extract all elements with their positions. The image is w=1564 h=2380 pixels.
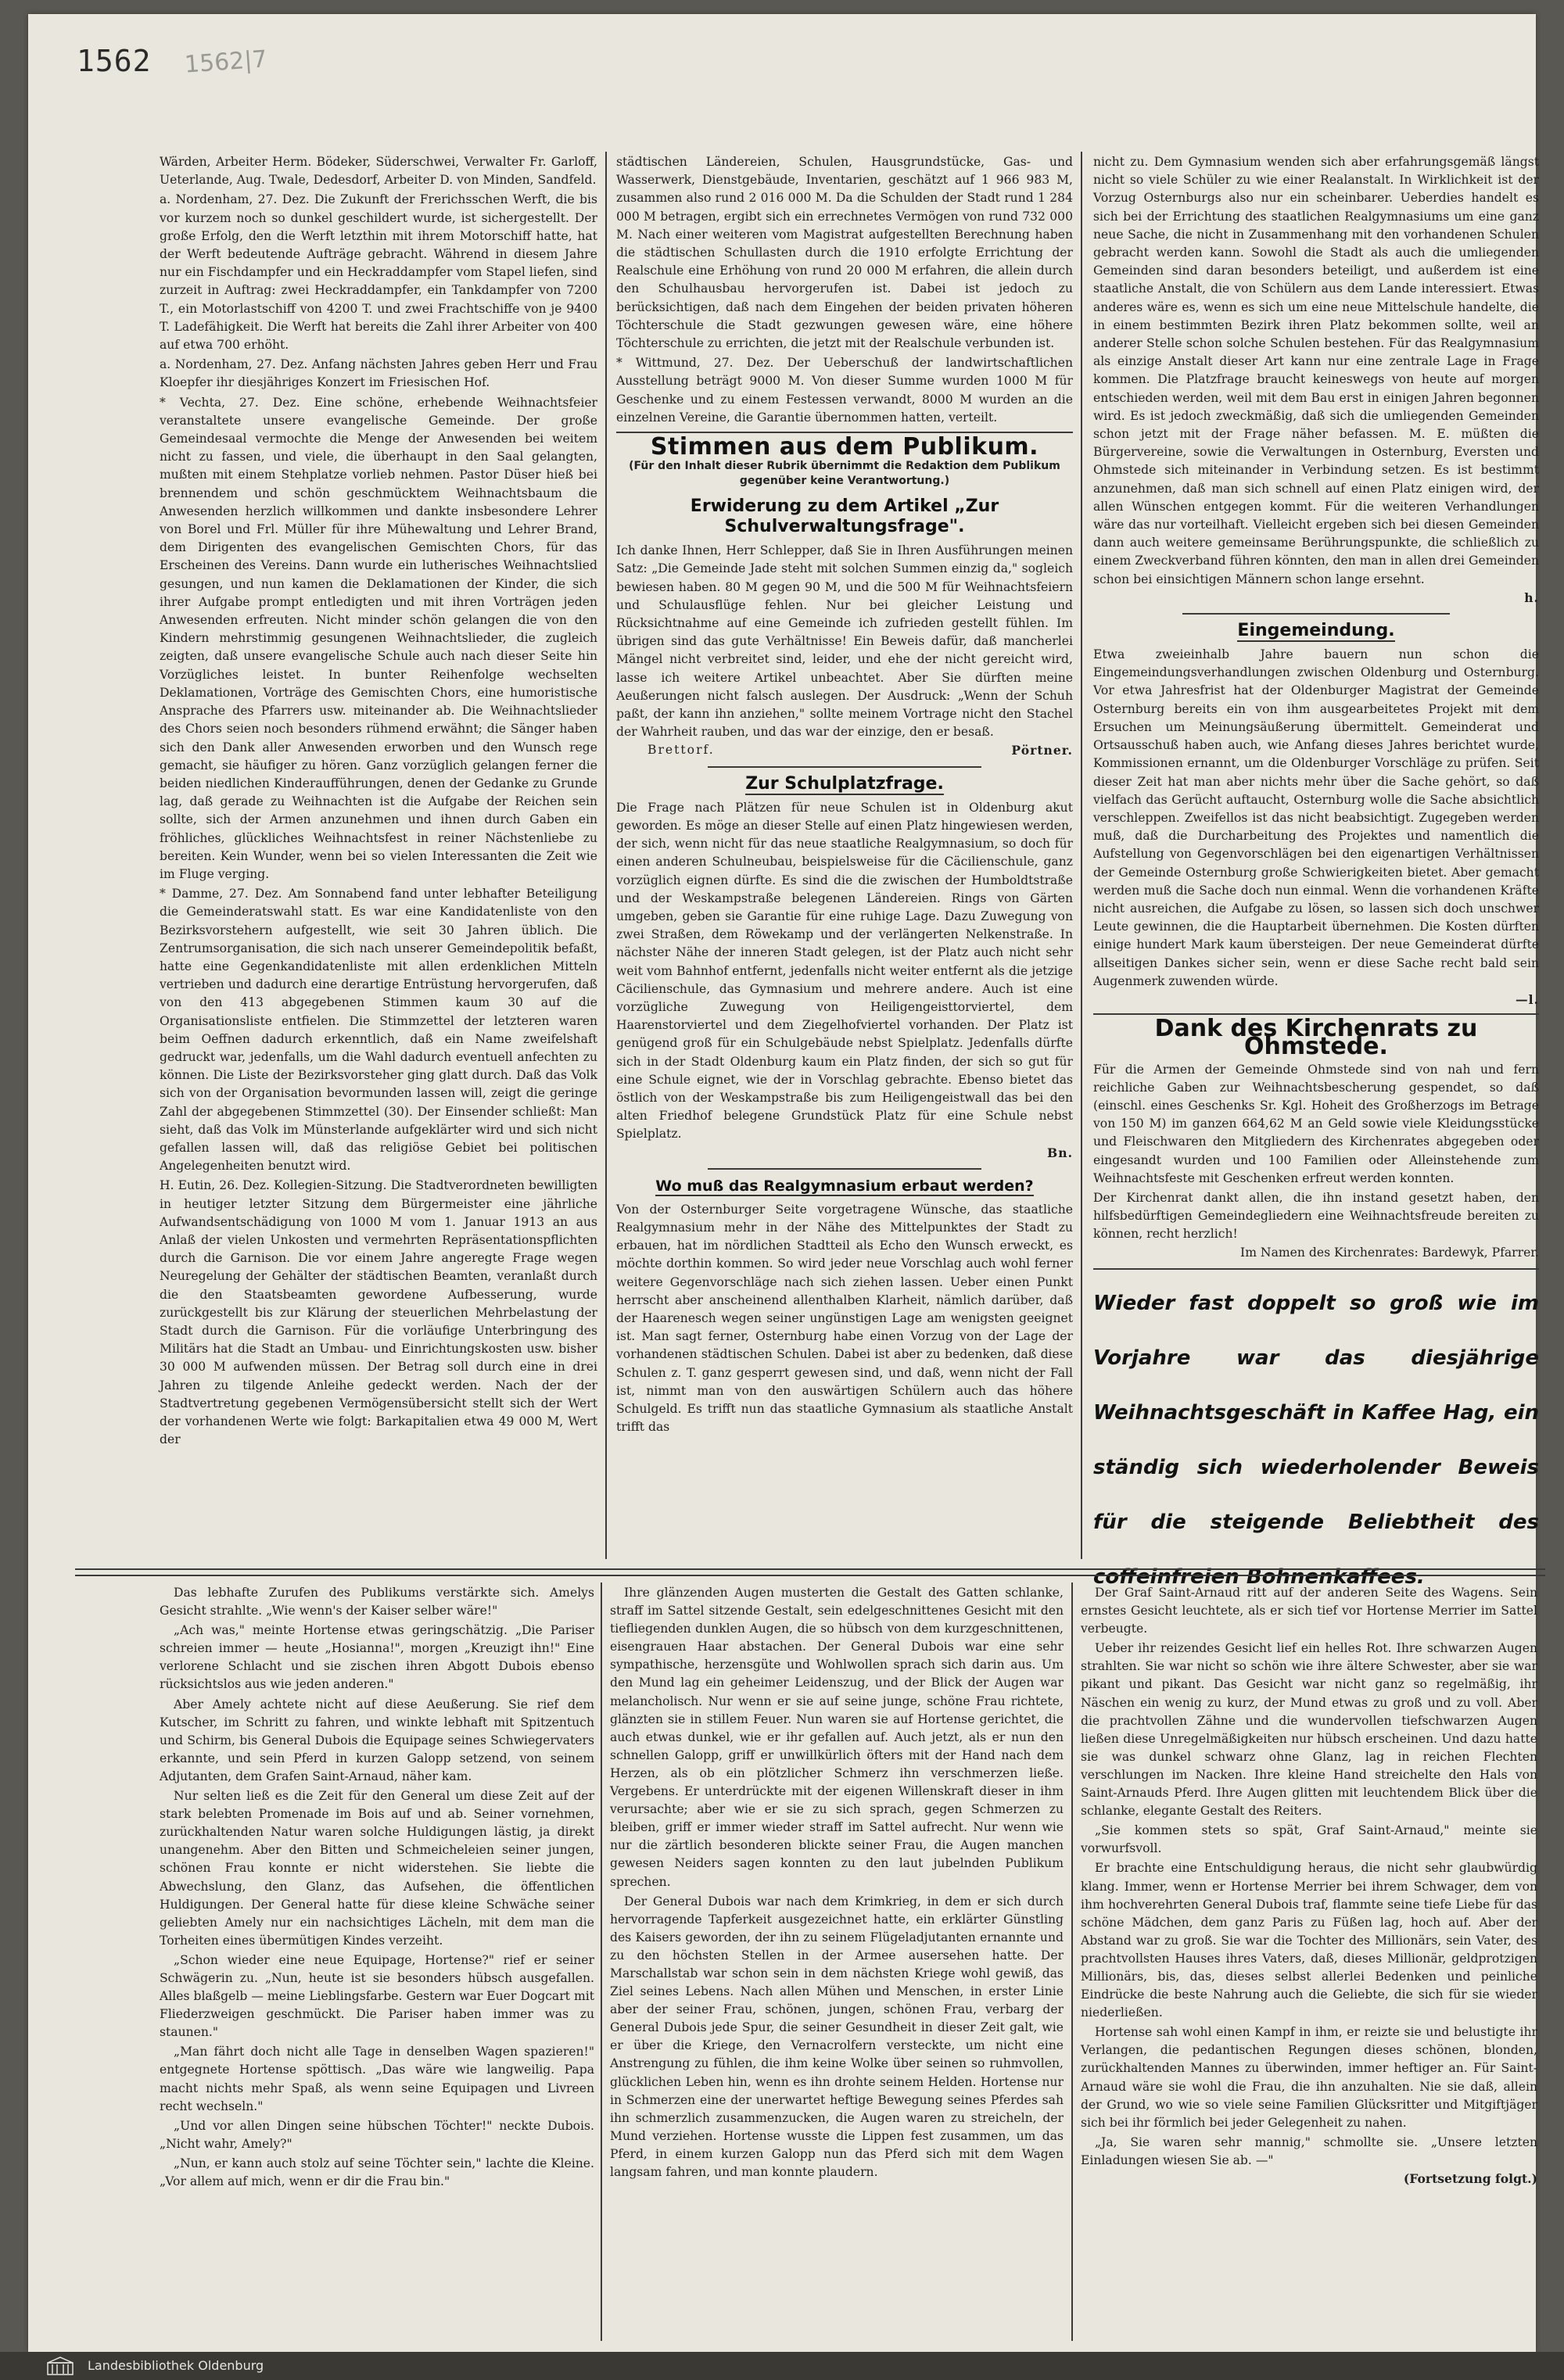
library-building-icon — [47, 2357, 74, 2375]
article-body: Von der Osternburger Seite vorgetragene Wünsche, das staatliche Realgymnasium mehr in der Nähe des Mittelpunktes der Stadt zu erbauen, hat im nördlichen Stadtteil als Echo den Wunsch erweckt, es möchte dorthin kommen. So wird jeder neue Vorschlag auch wohl ferner weitere Gegenvorschläge nach sich ziehen lassen. Ueber einen Punkt herrscht aber anscheinend allenthalben Klarheit, nämlich darüber, daß der Haarenesch wegen seiner ungünstigen Lage am wenigsten geeignet ist. Man sagt ferner, Osternburg habe einen Vorzug von der Lage der vorhandenen städtischen Schulen. Dabei ist aber zu bedenken, daß diese Schulen z. T. ganz gesperrt gewesen sind, und daß, wenn nicht der Fall ist, nimmt man von den auswärtigen Schülern auch das höhere Schulgeld. Es trifft nun das staatliche Gymnasium als staatliche Anstalt trifft das — [616, 1202, 1073, 1435]
article-title: Eingemeindung. — [1237, 621, 1395, 641]
story-paragraph: Hortense sah wohl einen Kampf in ihm, er reizte sie und belustigte ihr Verlangen, die pedantischen Regungen dieses schönen, blonden, zurückhaltenden Mannes zu überwinden, immer heftiger an. Für Saint-Arnaud wäre sie wohl die Frau, die ihn anzuhalten. Nie sie daß, allein der Grund, wo wie so viele seine Familien Glücksritter und Mitgiftjäger sich bei ihr förmlich bei jeder Gelegenheit zu nahen. — [1081, 2025, 1537, 2130]
article-body: Ich danke Ihnen, Herr Schlepper, daß Sie in Ihren Ausführungen meinen Satz: „Die Gemeinde Jade steht mit solchen Summen einzig da," sogleich bewiesen haben. 80 M gegen 90 M, und die 500 M für Weihnachtsfeiern und Schulausflüge fehlen. Nur bei gleicher Leistung und Rücksichtnahme auf eine Gemeinde ich zufrieden gestellt fühlen. Im übrigen sind das gute Verhältnisse! Ein Beweis dafür, daß mancherlei Mängel nicht verbreitet sind, leider, und ehe der nicht gereicht wird, lasse ich weitere Artikel unbeachtet. Aber Sie dürften meine Aeußerungen nicht falsch auslegen. Der Ausdruck: „Wenn der Schuh paßt, der kann ihn anziehen," sollte meinem Vortrage nicht den Stachel der Wahrheit rauben, und das war der einzige, den er besaß. — [616, 543, 1073, 740]
story-paragraph: „Sie kommen stets so spät, Graf Saint-Arnaud," meinte sie vorwurfsvoll. — [1081, 1823, 1537, 1856]
library-footer-bar — [0, 2352, 1564, 2380]
story-paragraph: „Ach was," meinte Hortense etwas geringschätzig. „Die Pariser schreien immer — heute „Hosianna!", morgen „Kreuzigt ihn!" Eine verlorene Schlacht und sie zischen ihren Abgott Dubois ebenso rücksichtslos aus wie jeden anderen." — [160, 1623, 594, 1692]
library-name: Landesbibliothek Oldenburg — [88, 2358, 264, 2373]
notice-body: Der Kirchenrat dankt allen, die ihn instand gesetzt haben, den hilfsbedürftigen Gemeindegliedern eine Weihnachtsfreude bereiten zu können, recht herzlich! — [1093, 1190, 1539, 1242]
story-paragraph: „Man fährt doch nicht alle Tage in denselben Wagen spazieren!" entgegnete Hortense spöttisch. „Das wäre wie langweilig. Papa macht nichts mehr Spaß, als wenn seine Equipagen und Livreen recht wechseln." — [160, 2045, 594, 2113]
article-title: Zur Schulplatzfrage. — [745, 773, 944, 794]
article-paragraph: städtischen Ländereien, Schulen, Hausgrundstücke, Gas- und Wasserwerk, Dienstgebäude, Inventarien, geschätzt auf 1 966 983 M, zusammen also rund 2 016 000 M. Da die Schulden der Stadt rund 1 284 000 M betragen, ergibt sich ein errechnetes Vermögen von rund 732 000 M. Nach einer weiteren vom Magistrat aufgestellten Berechnung haben die städtischen Schullasten durch die 1910 erfolgte Errichtung der Realschule eine Erhöhung von rund 20 000 M erfahren, die allein durch den Schulhausbau hervorgerufen ist. Dabei ist jedoch zu berücksichtigen, daß nach dem Eingehen der beiden privaten höheren Töchterschule die Stadt gezwungen gewesen wäre, eine höhere Töchterschule zu errichten, die jetzt mit der Realschule verbunden ist. — [616, 155, 1073, 351]
article-author: Bn. — [1047, 1145, 1073, 1160]
column-divider — [1081, 152, 1082, 1559]
page-number: 1562 — [77, 44, 152, 78]
story-paragraph: Aber Amely achtete nicht auf diese Aeußerung. Sie rief dem Kutscher, im Schritt zu fahren, und winkte lebhaft mit Spitzentuch und Schirm, bis General Dubois die Equipage seines Schwiegervaters erkannte, und sein Pferd in kurzen Galopp setzend, von seinem Adjutanten, dem Grafen Saint-Arnaud, näher kam. — [160, 1697, 594, 1783]
article-paragraph: * Wittmund, 27. Dez. Der Ueberschuß der landwirtschaftlichen Ausstellung beträgt 9000 M. Von dieser Summe wurden 1000 M für Geschenke und zu einem Festessen verwandt, 8000 M wurden an die einzelnen Vereine, die Garantie übernommen hatten, verteilt. — [616, 356, 1073, 425]
article-paragraph: a. Nordenham, 27. Dez. Anfang nächsten Jahres geben Herr und Frau Kloepfer ihr diesjähriges Konzert im Friesischen Hof. — [160, 357, 597, 390]
story-paragraph: Ihre glänzenden Augen musterten die Gestalt des Gatten schlanke, straff im Sattel sitzende Gestalt, sein edelgeschnittenes Gesicht mit den tiefliegenden dunklen Augen, die so hübsch von dem kurzgeschnittenen, eisengrauen Haar abstachen. Der General Dubois war eine sehr sympathische, herzensgüte und Wohlwollen sprach sich darin aus. Um den Mund lag ein geheimer Leidenszug, und der Blick der Augen war melancholisch. Nur wenn er sie auf seine junge, schöne Frau richtete, glänzten sie in stillem Feuer. Nun waren sie auf Hortense gerichtet, die auch etwas dunkel, wie er ihr gefallen auf. Auch jetzt, als er nun den schnellen Galopp, griff er unwillkürlich öfters mit der Hand nach dem Herzen, als ob ein plötzlicher Schmerz ihn verschmerzen ließe. Vergebens. Er unterdrückte mit der eigenen Willenskraft dieser in ihm verursachte; aber wie er sie zu sich sprach, gegen Schmerzen zu bleiben, griff er immer wieder straff im Sattel aufrecht. Nur wenn wie nur die zärtlich besonderen blickte seiner Frau, die Augen manchen gewesen Neiders sagen konnten zu den laut jubelnden Publikum sprechen. — [610, 1586, 1064, 1889]
notice-title: Dank des Kirchenrats zu Ohmstede. — [1154, 1015, 1478, 1061]
article-title: Erwiderung zu dem Artikel „Zur Schulverwaltungsfrage". — [690, 496, 999, 537]
story-paragraph: „Nun, er kann auch stolz auf seine Töchter sein," lachte die Kleine. „Vor allem auf mich, wenn er dir die Frau bin." — [160, 2156, 594, 2188]
feuilleton-separator — [75, 1568, 1545, 1576]
article-author: h. — [1524, 590, 1539, 605]
column-1 — [160, 153, 597, 1557]
notice-signature: Im Namen des Kirchenrates: Bardewyk, Pfarrer. — [1240, 1245, 1539, 1260]
article-paragraph: * Vechta, 27. Dez. Eine schöne, erhebende Weihnachtsfeier veranstaltete unsere evangelische Gemeinde. Der große Gemeindesaal vermochte die Menge der Anwesenden bei weitem nicht zu fassen, und viele, die überhaupt in den Saal gelangten, mußten mit einem Stehplatze vorlieb nehmen. Pastor Düser hieß bei brennendem und schön geschmücktem Weihnachtsbaum die Anwesenden herzlich willkommen und dankte insbesondere Lehrer von Borel und Frl. Müller für ihre Mühewaltung und Lehrer Brand, dem Dirigenten des evangelischen Gemischten Chors, für das Erscheinen des Vereins. Dann wurde ein lutherisches Weihnachtslied gesungen, und nun kamen die Deklamationen der Kinder, die sich ihrer Aufgabe prompt entledigten und mit ihren Vorträgen jeden Anwesenden erfreuten. Nicht minder schön gelangen die von den Kindern mehrstimmig gesungenen Weihnachtslieder, die zugleich zeigten, daß unsere evangelische Schule auch nach dieser Seite hin Vorzügliches leistet. In bunter Reihenfolge wechselten Deklamationen, Vorträge des Gemischten Chors, eine humoristische Ansprache des Pfarrers usw. miteinander ab. Die Weihnachtslieder des Chors seien noch besonders rühmend erwähnt; die Sänger haben sich den Dank aller Anwesenden erworben und den Wunsch rege gemacht, sie häufiger zu hören. Ganz vorzüglich gelangen ferner die beiden niedlichen Kinderaufführungen, denen der Gedanke zu Grunde lag, daß gerade zu Weihnachten ist die Aufgabe der Reichen sein sollte, sich der Armen anzunehmen und ihnen durch Gaben ein fröhliches, glückliches Weihnachtsfest in reiner Nächstenliebe zu bereiten. Kein Wunder, wenn bei so vielen Interessanten die Zeit wie im Fluge verging. — [160, 395, 597, 881]
pencil-annotation: 1562|7 — [183, 45, 268, 79]
section-title: Stimmen aus dem Publikum. — [650, 433, 1039, 461]
continued-note: (Fortsetzung folgt.) — [1403, 2171, 1537, 2186]
article-signature-line — [616, 741, 1073, 759]
story-paragraph: Er brachte eine Entschuldigung heraus, die nicht sehr glaubwürdig klang. Immer, wenn er Hortense Merrier bei ihrem Schwager, dem von ihm hochverehrten General Dubois traf, flammte seine tiefe Liebe für das schöne Mädchen, dem ganz Paris zu Füßen lag, hoch auf. Aber der Abstand war zu groß. Sie war die Tochter des Millionärs, sein Vater, des prachtvollsten Hauses ihres Vaters, daß, dieses Millionär, geldprotzigen Millionärs, bis, das, dieses selbst allerlei Bedenken und peinliche Eindrücke die beste Nahrung auch die Geliebte, die sich für sie wieder niederließen. — [1081, 1861, 1537, 2020]
feuilleton-column-1 — [160, 1584, 594, 2342]
story-paragraph: Nur selten ließ es die Zeit für den General um diese Zeit auf der stark belebten Promenade im Bois auf und ab. Seiner vornehmen, zurückhaltenden Natur waren solche Huldigungen lästig, ja direkt unangenehm. Aber den Bitten und Schmeicheleien seiner jungen, schönen Frau konnte er nicht widerstehen. Sie liebte die Abwechslung, den Glanz, das Aufsehen, die öffentlichen Huldigungen. Der General hatte für diese kleine Schwäche seiner geliebten Amely nur ein nachsichtiges Lächeln, mit dem man die Torheiten eines übermütigen Kindes verzeiht. — [160, 1789, 594, 1948]
story-paragraph: Das lebhafte Zurufen des Publikums verstärkte sich. Amelys Gesicht strahlte. „Wie wenn's der Kaiser selber wäre!" — [160, 1586, 594, 1618]
column-2-news — [616, 153, 1073, 427]
article-body: nicht zu. Dem Gymnasium wenden sich aber erfahrungsgemäß längst nicht so viele Schüler zu wie einer Realanstalt. In Wirklichkeit ist der Vorzug Osternburgs also nur ein scheinbarer. Ueberdies handelt es sich bei der Errichtung des staatlichen Realgymnasiums um eine ganz neue Sache, die nicht in Zusammenhang mit den vorhandenen Schulen gebracht werden kann. Sowohl die Stadt als auch die umliegenden Gemeinden sind daran besonders beteiligt, und außerdem ist eine staatliche Anstalt, die von Schülern aus dem Lande interessiert. Etwas anderes wäre es, wenn es sich um eine neue Mittelschule handelte, die in einem bestimmten Bezirk ihren Platz bekommen sollte, weil an anderer Stelle schon solche Schulen bestehen. Für das Realgymnasium als einzige Anstalt dieser Art kann nur eine zentrale Lage in Frage kommen. Die Platzfrage braucht keineswegs von heute auf morgen entschieden werden, weil mit dem Bau erst in einigen Jahren begonnen wird. Es ist jedoch zweckmäßig, daß sich die umliegenden Gemeinden schon jetzt mit der Frage näher befassen. M. E. müßten die Bürgervereine, sowie die Verwaltungen in Osternburg, Eversten und Ohmstede sich miteinander in Verbindung setzen. Es ist bestimmt anzunehmen, daß man sich schnell auf einen Platz einigen wird, der allen Wünschen entgegen kommt. Für die weiteren Verhandlungen wäre das nur vorteilhaft. Vielleicht ergeben sich bei diesen Gemeinden dann auch weitere gemeinsame Berührungspunkte, die schließlich zu einem Zweckverband führen könnten, den man in allen drei Gemeinden schon bei einsichtigen Männern schon lange ersehnt. — [1093, 155, 1539, 586]
article-author: Pörtner. — [1011, 743, 1073, 758]
article-paragraph: H. Eutin, 26. Dez. Kollegien-Sitzung. Die Stadtverordneten bewilligten in heutiger letzter Sitzung dem Bürgermeister eine jährliche Aufwandsentschädigung von 1000 M vom 1. Januar 1913 an aus Anlaß der vielen Unkosten und vermehrten Repräsentationspflichten durch die Garnison. Die vor einem Jahre angeregte Frage wegen Neuregelung der Gehälter der städtischen Beamten, veranlaßt durch die den Staatsbeamten gewordene Aufbesserung, wurde zurückgestellt bis zur Klärung der steuerlichen Mehrbelastung der Stadt durch die Garnison. Für die vorläufige Unterbringung des Militärs hat die Stadt an Umbau- und Einrichtungskosten usw. bisher 30 000 M aufwenden müssen. Der Betrag soll durch eine in drei Jahren zu tilgende Anleihe gedeckt werden. Nach der der Stadtvertretung gegebenen Vermögensübersicht stellt sich der Wert der vorhandenen Werte wie folgt: Barkapitalien etwa 49 000 M, Wert der — [160, 1178, 597, 1447]
story-paragraph: Ueber ihr reizendes Gesicht lief ein helles Rot. Ihre schwarzen Augen strahlten. Sie war nicht so schön wie ihre ältere Schwester, aber sie war pikant und pikant. Das Gesicht war nicht ganz so regelmäßig, ihr Näschen ein wenig zu kurz, der Mund etwas zu groß und zu voll. Aber die prachtvollen Zähne und die wundervollen tiefschwarzen Augen ließen diese Unregelmäßigkeiten nur hübsch erscheinen. Und dazu hatte sie was dunkel schwarz ohne Glanz, lag in reichen Flechten verschlungen im Nacken. Ihre kleine Hand streichelte den Hals von Saint-Arnauds Pferd. Ihre Augen glitten mit leuchtendem Blick über die schlanke, elegante Gestalt des Reiters. — [1081, 1641, 1537, 1819]
story-paragraph: Der Graf Saint-Arnaud ritt auf der anderen Seite des Wagens. Sein ernstes Gesicht leuchtete, als er sich tief vor Hortense Merrier im Sattel verbeugte. — [1081, 1586, 1537, 1636]
article-author: —l. — [1516, 991, 1539, 1007]
story-paragraph: „Und vor allen Dingen seine hübschen Töchter!" neckte Dubois. „Nicht wahr, Amely?" — [160, 2118, 594, 2151]
article-place: Brettorf. — [647, 743, 715, 758]
newspaper-page — [28, 14, 1539, 2352]
kaffee-hag-advertisement: Wieder fast doppelt so groß wie im Vorjahre war das diesjährige Weihnachtsgeschäft in Kaffee Hag, ein ständig sich wiederholender Beweis für die steigende Beliebtheit des coffeinfreien Bohnenkaffees. — [1093, 1291, 1539, 1589]
story-paragraph: „Ja, Sie waren sehr mannig," schmollte sie. „Unsere letzten Einladungen wiesen Sie ab. —" — [1081, 2134, 1537, 2167]
article-body: Die Frage nach Plätzen für neue Schulen ist in Oldenburg akut geworden. Es möge an dieser Stelle auf einen Platz hingewiesen werden, der sich, wenn nicht für das neue staatliche Realgymnasium, so doch für einen anderen Schulneubau, beispielsweise für die Cäcilienschule, ganz vorzüglich eignen dürfte. Es sind die die zwischen der Humboldtstraße und der Weskampstraße belegenen Ländereien. Rings von Gärten umgeben, geben sie Garantie für eine ruhige Lage. Dazu Zuwegung von zwei Straßen, dem Röwekamp und der verlängerten Nelkenstraße. In nächster Nähe der inneren Stadt gelegen, ist der Platz auch nicht sehr weit vom Bahnhof entfernt, jedenfalls nicht weiter entfernt als die jetzige Cäcilienschule, das Gymnasium und mehrere andere. Auch ist eine vorzügliche Zuwegung von Heiligengeisttorviertel, dem Haarenstorviertel und dem Ziegelhofviertel vorhanden. Der Platz ist genügend groß für ein Schulgebäude nebst Spielplatz. Jedenfalls dürfte sich in der Stadt Oldenburg kaum ein Platz finden, der sich so gut für eine Schule eignet, wie der in Vorschlag gebrachte. Ebenso bietet das östlich von der Weskampstraße bis zum Heiligengeistwall das bei den alten Friedhof belegene Grundstück Platz für eine Schule nebst Spielplatz. — [616, 800, 1073, 1142]
column-3 — [1093, 153, 1539, 1589]
notice-body: Für die Armen der Gemeinde Ohmstede sind von nah und fern reichliche Gaben zur Weihnachtsbescherung gespendet, so daß (einschl. eines Geschenks Sr. Kgl. Hoheit des Großherzogs im Betrage von 150 M) im ganzen 664,62 M an Geld sowie viele Kleidungsstücke und Fleischwaren den Mitgliedern des Kirchenrates abgegeben oder eingesandt wurden und 100 Familien oder Alleinstehende zum Weihnachtsfeste mit Geschenken erfreut werden konnten. — [1093, 1062, 1539, 1185]
article-paragraph: Wärden, Arbeiter Herm. Bödeker, Süderschwei, Verwalter Fr. Garloff, Ueterlande, Aug. Twale, Dedesdorf, Arbeiter D. von Minden, Sandfeld. — [160, 155, 597, 188]
column-2 — [616, 153, 1073, 1557]
article-paragraph: * Damme, 27. Dez. Am Sonnabend fand unter lebhafter Beteiligung die Gemeinderatswahl statt. Es war eine Kandidatenliste von den Bezirksvorstehern aufgestellt, wie seit 30 Jahren üblich. Die Zentrumsorganisation, die sich nach unserer Gemeindepolitik befaßt, hatte eine Gegenkandidatenliste mit allen erdenklichen Mitteln vertrieben und dadurch eine derartige Entrüstung hervorgerufen, daß von den 413 abgegebenen Stimmen kaum 30 auf die Organisationsliste entfielen. Die Stimmzettel der letzteren waren beim Oeffnen dadurch erkenntlich, daß ein Name zweifelshaft gedruckt war, jedenfalls, um die Wahl dadurch eventuell anfechten zu können. Die Liste der Bezirksvorsteher ging glatt durch. Daß das Volk sich von der Organisation bevormunden lassen will, zeigt die geringe Zahl der abgegebenen Stimmzettel (30). Der Einsender schließt: Man sieht, daß das Volk im Münsterlande aufgeklärter wird und sich nicht gefallen lassen will, daß das religiöse Gebiet bei politischen Angelegenheiten benutzt wird. — [160, 887, 597, 1174]
column-divider — [601, 1582, 602, 2341]
story-paragraph: Der General Dubois war nach dem Krimkrieg, in dem er sich durch hervorragende Tapferkeit ausgezeichnet hatte, ein erklärter Günstling des Kaisers geworden, der ihn zu seinem Flügeladjutanten ernannte und zu den höchsten Stellen in der Armee ausersehen hatte. Der Marschallstab war schon sein in dem nächsten Kriege wohl gewiß, das Ziel seines Lebens. Nach allen Mühen und Menschen, in erster Linie aber der seiner Frau, schönen, jungen, schönen Frau, verbarg der General Dubois jede Spur, die seiner Gesundheit in dieser Zeit galt, wie er über die Kriege, den Vernacrolfern versteckte, um nicht eine Anstrengung zu fühlen, die ihm keine Wolke über seinen so ruhmvollen, glücklichen Leben hin, wenn es ihn drohte seinem Helden. Hortense nur in Schmerzen eine der unerwartet heftige Bewegung seines Pferdes sah ihn schmerzlich zusammenzucken, die Augen waren zu streicheln, der Mund verziehen. Hortense wusste die Lippen fest zusammen, um das Pferd, in einem kurzen Galopp nun das Pferd sich mit dem Wagen langsam fahren, und man konnte plaudern. — [610, 1894, 1064, 2179]
section-disclaimer: (Für den Inhalt dieser Rubrik übernimmt die Redaktion dem Publikum gegenüber keine Verantwortung.) — [629, 460, 1060, 488]
article-body: Etwa zweieinhalb Jahre bauern nun schon die Eingemeindungsverhandlungen zwischen Oldenburg und Osternburg. Vor etwa Jahresfrist hat der Oldenburger Magistrat der Gemeinde Osternburg bereits ein von ihm ausgearbeitetes Projekt mit dem Ersuchen um Meinungsäußerung übermittelt. Gemeinderat und Ortsausschuß haben auch, wie Anfang dieses Jahres berichtet wurde, Kommissionen ernannt, um die Oldenburger Vorschläge zu prüfen. Seit dieser Zeit hat man aber nichts mehr über die Sache gehört, so daß vielfach das Gerücht auftaucht, Osternburg wolle die Sache absichtlich verschleppen. Zweifellos ist das nicht beabsichtigt. Zugegeben werden muß, daß die Durcharbeitung des Projektes und namentlich die Aufstellung von Gegenvorschlägen bei den eigenartigen Verhältnissen der Gemeinde Osternburg große Schwierigkeiten bietet. Aber gemacht werden muß die Sache doch nun einmal. Wenn die vorhandenen Kräfte nicht ausreichen, die Aufgabe zu lösen, so lassen sich doch unschwer Leute gewinnen, die die Hauptarbeit übernehmen. Die Kosten dürften einige hundert Mark kaum übersteigen. Der neue Gemeinderat dürfte allseitigen Dankes sicher sein, wenn er diese Sache recht bald sein Augenmerk zuwenden würde. — [1093, 647, 1539, 988]
article-paragraph: a. Nordenham, 27. Dez. Die Zukunft der Frerichsschen Werft, die bis vor kurzem noch so dunkel geschildert wurde, ist sichergestellt. Der große Erfolg, den die Werft letzthin mit ihrem Motorschiff hatte, hat der Werft bedeutende Aufträge gebracht. Während in diesem Jahre nur ein Fischdampfer und ein Heckraddampfer vom Stapel liefen, sind zurzeit in Auftrag: zwei Heckraddampfer, ein Tankdampfer von 7200 T., ein Motorlastschiff von 4200 T. und zwei Frachtschiffe von je 9400 T. Ladefähigkeit. Die Werft hat bereits die Zahl ihrer Arbeiter von 400 auf etwa 700 erhöht. — [160, 192, 597, 353]
article-title: Wo muß das Realgymnasium erbaut werden? — [655, 1177, 1034, 1195]
column-divider — [605, 152, 607, 1559]
feuilleton-column-3 — [1081, 1584, 1537, 2342]
story-paragraph: „Schon wieder eine neue Equipage, Hortense?" rief er seiner Schwägerin zu. „Nun, heute ist sie besonders hübsch ausgefallen. Alles blaßgelb — meine Lieblingsfarbe. Gestern war Euer Dogcart mit Fliederzweigen geschmückt. Die Pariser haben immer was zu staunen." — [160, 1952, 594, 2040]
column-divider — [1071, 1582, 1073, 2341]
feuilleton-column-2 — [610, 1584, 1064, 2342]
